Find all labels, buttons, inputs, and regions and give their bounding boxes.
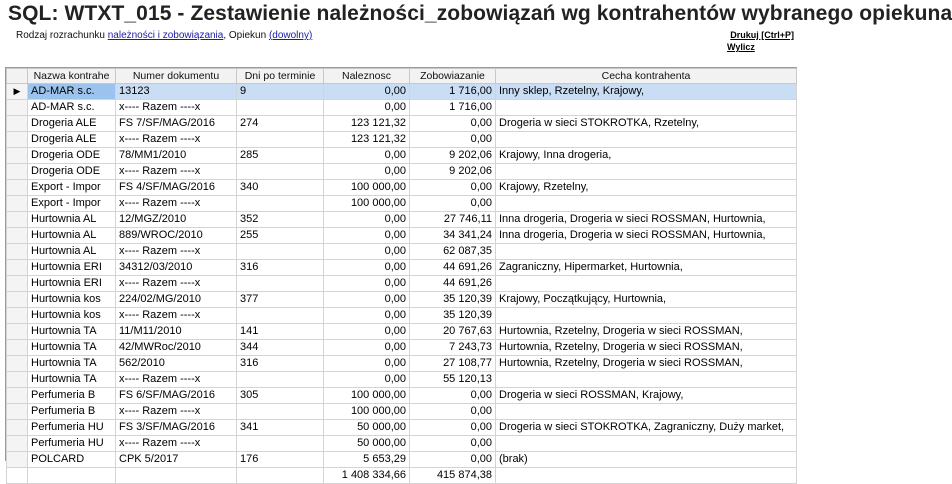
cell-nazwa[interactable]: AD-MAR s.c. [28,100,116,116]
cell-naleznosc[interactable]: 0,00 [324,212,410,228]
cell-dni[interactable] [237,308,324,324]
cell-numer[interactable]: 11/M11/2010 [116,324,237,340]
row-indicator[interactable] [7,100,28,116]
row-indicator[interactable] [7,244,28,260]
column-header-nazwa[interactable]: Nazwa kontrahe [28,69,116,84]
row-indicator[interactable] [7,356,28,372]
cell-naleznosc[interactable]: 100 000,00 [324,404,410,420]
cell-naleznosc[interactable]: 0,00 [324,228,410,244]
cell-dni[interactable] [237,436,324,452]
cell-numer[interactable]: FS 4/SF/MAG/2016 [116,180,237,196]
cell-nazwa[interactable]: Hurtownia kos [28,292,116,308]
cell-zobowiazanie[interactable]: 0,00 [410,132,496,148]
cell-dni[interactable]: 176 [237,452,324,468]
cell-nazwa[interactable]: Drogeria ALE [28,132,116,148]
total-nazwa [28,468,116,484]
table-row[interactable] [7,84,797,100]
cell-naleznosc[interactable]: 0,00 [324,84,410,100]
cell-numer[interactable]: 12/MGZ/2010 [116,212,237,228]
cell-cecha[interactable]: Inny sklep, Rzetelny, Krajowy, [496,84,797,100]
cell-zobowiazanie[interactable]: 44 691,26 [410,260,496,276]
cell-nazwa[interactable]: Drogeria ODE [28,148,116,164]
cell-zobowiazanie[interactable]: 0,00 [410,420,496,436]
cell-dni[interactable]: 316 [237,356,324,372]
cell-naleznosc[interactable]: 100 000,00 [324,180,410,196]
cell-nazwa[interactable]: Hurtownia ERI [28,260,116,276]
cell-zobowiazanie[interactable]: 9 202,06 [410,164,496,180]
cell-numer[interactable]: x---- Razem ----x [116,244,237,260]
column-header-indicator [7,69,28,84]
cell-cecha[interactable] [496,436,797,452]
cell-naleznosc[interactable]: 0,00 [324,340,410,356]
cell-naleznosc[interactable]: 0,00 [324,244,410,260]
rozrachunek-label: Rodzaj rozrachunku [16,30,105,41]
cell-dni[interactable]: 340 [237,180,324,196]
cell-zobowiazanie[interactable]: 35 120,39 [410,292,496,308]
cell-numer[interactable]: 78/MM1/2010 [116,148,237,164]
cell-naleznosc[interactable]: 0,00 [324,260,410,276]
cell-naleznosc[interactable]: 0,00 [324,372,410,388]
cell-cecha[interactable]: Inna drogeria, Drogeria w sieci ROSSMAN, Hurtownia, [496,212,797,228]
row-indicator[interactable] [7,132,28,148]
cell-numer[interactable]: x---- Razem ----x [116,164,237,180]
totals-row [7,468,797,484]
cell-dni[interactable] [237,196,324,212]
column-header-naleznosc[interactable]: Naleznosc [324,69,410,84]
table-row[interactable] [7,116,797,132]
cell-numer[interactable]: FS 6/SF/MAG/2016 [116,388,237,404]
cell-zobowiazanie[interactable]: 0,00 [410,388,496,404]
cell-nazwa[interactable]: Perfumeria B [28,388,116,404]
cell-naleznosc[interactable]: 0,00 [324,164,410,180]
cell-zobowiazanie[interactable]: 0,00 [410,196,496,212]
cell-nazwa[interactable]: Drogeria ALE [28,116,116,132]
table-row[interactable] [7,404,797,420]
table-row[interactable] [7,148,797,164]
cell-zobowiazanie[interactable]: 44 691,26 [410,276,496,292]
row-indicator[interactable] [7,148,28,164]
cell-dni[interactable]: 316 [237,260,324,276]
row-indicator[interactable] [7,292,28,308]
cell-cecha[interactable]: Hurtownia, Rzetelny, Drogeria w sieci ROSSMAN, [496,340,797,356]
cell-dni[interactable]: 305 [237,388,324,404]
cell-numer[interactable]: FS 3/SF/MAG/2016 [116,420,237,436]
total-zobowiazanie: 415 874,38 [410,468,496,484]
cell-numer[interactable]: x---- Razem ----x [116,276,237,292]
cell-naleznosc[interactable]: 0,00 [324,356,410,372]
cell-nazwa[interactable]: Export - Impor [28,196,116,212]
cell-numer[interactable]: x---- Razem ----x [116,100,237,116]
cell-cecha[interactable]: Krajowy, Początkujący, Hurtownia, [496,292,797,308]
row-indicator[interactable] [7,372,28,388]
row-indicator[interactable] [7,212,28,228]
cell-cecha[interactable] [496,372,797,388]
row-indicator[interactable] [7,228,28,244]
cell-nazwa[interactable]: Hurtownia TA [28,340,116,356]
cell-naleznosc[interactable]: 0,00 [324,324,410,340]
table-row[interactable] [7,292,797,308]
cell-cecha[interactable]: Krajowy, Rzetelny, [496,180,797,196]
cell-nazwa[interactable]: Hurtownia TA [28,372,116,388]
table-row[interactable] [7,100,797,116]
cell-zobowiazanie[interactable]: 35 120,39 [410,308,496,324]
column-header-cecha[interactable]: Cecha kontrahenta [496,69,797,84]
cell-numer[interactable]: 224/02/MG/2010 [116,292,237,308]
table-row[interactable] [7,180,797,196]
row-indicator[interactable] [7,324,28,340]
cell-cecha[interactable]: Drogeria w sieci ROSSMAN, Krajowy, [496,388,797,404]
cell-naleznosc[interactable]: 0,00 [324,148,410,164]
cell-naleznosc[interactable]: 123 121,32 [324,132,410,148]
cell-numer[interactable]: 889/WROC/2010 [116,228,237,244]
table-row[interactable] [7,260,797,276]
cell-cecha[interactable]: (brak) [496,452,797,468]
row-indicator[interactable] [7,388,28,404]
cell-naleznosc[interactable]: 5 653,29 [324,452,410,468]
row-indicator[interactable] [7,404,28,420]
column-header-numer[interactable]: Numer dokumentu [116,69,237,84]
cell-nazwa[interactable]: Perfumeria HU [28,436,116,452]
cell-numer[interactable]: x---- Razem ----x [116,196,237,212]
row-indicator [7,468,28,484]
cell-zobowiazanie[interactable]: 0,00 [410,116,496,132]
cell-naleznosc[interactable]: 50 000,00 [324,436,410,452]
opiekun-label: , Opiekun [223,30,267,41]
row-indicator[interactable] [7,308,28,324]
cell-dni[interactable]: 344 [237,340,324,356]
table-body [7,84,797,484]
cell-zobowiazanie[interactable]: 0,00 [410,436,496,452]
row-indicator[interactable] [7,420,28,436]
rozrachunek-link[interactable]: należności i zobowiązania [107,30,224,41]
cell-zobowiazanie[interactable]: 7 243,73 [410,340,496,356]
table-row[interactable] [7,164,797,180]
cell-dni[interactable]: 285 [237,148,324,164]
cell-cecha[interactable] [496,196,797,212]
table-row[interactable] [7,340,797,356]
column-header-zobowiazanie[interactable]: Zobowiazanie [410,69,496,84]
row-indicator[interactable] [7,260,28,276]
cell-zobowiazanie[interactable]: 27 108,77 [410,356,496,372]
filter-summary [16,30,312,41]
results-grid [5,67,797,481]
row-indicator[interactable] [7,276,28,292]
table-row[interactable] [7,196,797,212]
cell-dni[interactable]: 352 [237,212,324,228]
cell-naleznosc[interactable]: 0,00 [324,308,410,324]
table-row[interactable] [7,212,797,228]
cell-nazwa[interactable]: Drogeria ODE [28,164,116,180]
cell-dni[interactable]: 255 [237,228,324,244]
cell-nazwa[interactable]: Hurtownia TA [28,324,116,340]
cell-cecha[interactable] [496,308,797,324]
total-dni [237,468,324,484]
cell-cecha[interactable]: Hurtownia, Rzetelny, Drogeria w sieci ROSSMAN, [496,324,797,340]
table-row[interactable] [7,356,797,372]
cell-zobowiazanie[interactable]: 20 767,63 [410,324,496,340]
table-row[interactable] [7,452,797,468]
cell-numer[interactable]: x---- Razem ----x [116,404,237,420]
cell-naleznosc[interactable]: 0,00 [324,100,410,116]
table-row[interactable] [7,132,797,148]
table-row[interactable] [7,372,797,388]
table-row[interactable] [7,388,797,404]
cell-numer[interactable]: FS 7/SF/MAG/2016 [116,116,237,132]
cell-dni[interactable]: 141 [237,324,324,340]
row-indicator[interactable] [7,164,28,180]
cell-zobowiazanie[interactable]: 9 202,06 [410,148,496,164]
cell-naleznosc[interactable]: 100 000,00 [324,388,410,404]
cell-nazwa[interactable]: Hurtownia kos [28,308,116,324]
cell-dni[interactable]: 377 [237,292,324,308]
cell-cecha[interactable] [496,164,797,180]
cell-naleznosc[interactable]: 0,00 [324,276,410,292]
cell-cecha[interactable]: Zagraniczny, Hipermarket, Hurtownia, [496,260,797,276]
cell-nazwa[interactable]: Hurtownia AL [28,228,116,244]
cell-zobowiazanie[interactable]: 62 087,35 [410,244,496,260]
row-indicator[interactable] [7,180,28,196]
cell-zobowiazanie[interactable]: 0,00 [410,180,496,196]
cell-naleznosc[interactable]: 123 121,32 [324,116,410,132]
cell-nazwa[interactable]: AD-MAR s.c. [28,84,116,100]
table-row[interactable] [7,436,797,452]
row-indicator[interactable] [7,196,28,212]
cell-zobowiazanie[interactable]: 0,00 [410,404,496,420]
cell-zobowiazanie[interactable]: 27 746,11 [410,212,496,228]
total-cecha [496,468,797,484]
cell-cecha[interactable]: Inna drogeria, Drogeria w sieci ROSSMAN, Hurtownia, [496,228,797,244]
cell-naleznosc[interactable]: 0,00 [324,292,410,308]
cell-dni[interactable] [237,404,324,420]
cell-dni[interactable] [237,164,324,180]
cell-numer[interactable]: 34312/03/2010 [116,260,237,276]
results-table [6,68,797,484]
cell-zobowiazanie[interactable]: 0,00 [410,452,496,468]
cell-dni[interactable]: 274 [237,116,324,132]
cell-numer[interactable]: x---- Razem ----x [116,132,237,148]
cell-numer[interactable]: 13123 [116,84,237,100]
cell-dni[interactable] [237,244,324,260]
cell-numer[interactable]: x---- Razem ----x [116,436,237,452]
cell-dni[interactable] [237,276,324,292]
cell-nazwa[interactable]: Hurtownia AL [28,244,116,260]
table-row[interactable] [7,324,797,340]
cell-nazwa[interactable]: POLCARD [28,452,116,468]
cell-cecha[interactable]: Krajowy, Inna drogeria, [496,148,797,164]
total-numer [116,468,237,484]
cell-cecha[interactable] [496,100,797,116]
row-indicator[interactable] [7,452,28,468]
cell-zobowiazanie[interactable]: 55 120,13 [410,372,496,388]
calculate-button[interactable]: Wylicz [727,42,755,52]
cell-cecha[interactable] [496,404,797,420]
cell-cecha[interactable] [496,244,797,260]
opiekun-link[interactable]: (dowolny) [268,30,313,41]
page-title: SQL: WTXT_015 - Zestawienie należności_zobowiązań wg kontrahentów wybranego opiekuna [8,2,952,25]
cell-nazwa[interactable]: Export - Impor [28,180,116,196]
cell-numer[interactable]: x---- Razem ----x [116,308,237,324]
cell-cecha[interactable]: Hurtownia, Rzetelny, Drogeria w sieci ROSSMAN, [496,356,797,372]
row-indicator[interactable] [7,116,28,132]
cell-cecha[interactable] [496,276,797,292]
cell-cecha[interactable]: Drogeria w sieci STOKROTKA, Rzetelny, [496,116,797,132]
cell-naleznosc[interactable]: 100 000,00 [324,196,410,212]
cell-numer[interactable]: 42/MWRoc/2010 [116,340,237,356]
cell-zobowiazanie[interactable]: 34 341,24 [410,228,496,244]
table-row[interactable] [7,308,797,324]
cell-nazwa[interactable]: Hurtownia ERI [28,276,116,292]
table-header-row [7,69,797,84]
table-row[interactable] [7,420,797,436]
row-indicator[interactable] [7,84,28,100]
print-button[interactable]: Drukuj [Ctrl+P] [730,30,794,40]
row-indicator[interactable] [7,436,28,452]
cell-numer[interactable]: x---- Razem ----x [116,372,237,388]
cell-numer[interactable]: CPK 5/2017 [116,452,237,468]
table-row[interactable] [7,244,797,260]
total-naleznosc: 1 408 334,66 [324,468,410,484]
cell-cecha[interactable] [496,132,797,148]
row-selected-arrow-icon: ▶ [13,86,21,96]
cell-cecha[interactable]: Drogeria w sieci STOKROTKA, Zagraniczny, Duży market, [496,420,797,436]
cell-nazwa[interactable]: Hurtownia AL [28,212,116,228]
cell-numer[interactable]: 562/2010 [116,356,237,372]
table-row[interactable] [7,276,797,292]
cell-zobowiazanie[interactable]: 1 716,00 [410,100,496,116]
cell-nazwa[interactable]: Perfumeria B [28,404,116,420]
cell-dni[interactable] [237,132,324,148]
cell-dni[interactable]: 341 [237,420,324,436]
cell-zobowiazanie[interactable]: 1 716,00 [410,84,496,100]
column-header-dni[interactable]: Dni po terminie [237,69,324,84]
row-indicator[interactable] [7,340,28,356]
cell-dni[interactable] [237,372,324,388]
table-row[interactable] [7,228,797,244]
cell-nazwa[interactable]: Hurtownia TA [28,356,116,372]
cell-nazwa[interactable]: Perfumeria HU [28,420,116,436]
cell-naleznosc[interactable]: 50 000,00 [324,420,410,436]
cell-dni[interactable]: 9 [237,84,324,100]
cell-dni[interactable] [237,100,324,116]
